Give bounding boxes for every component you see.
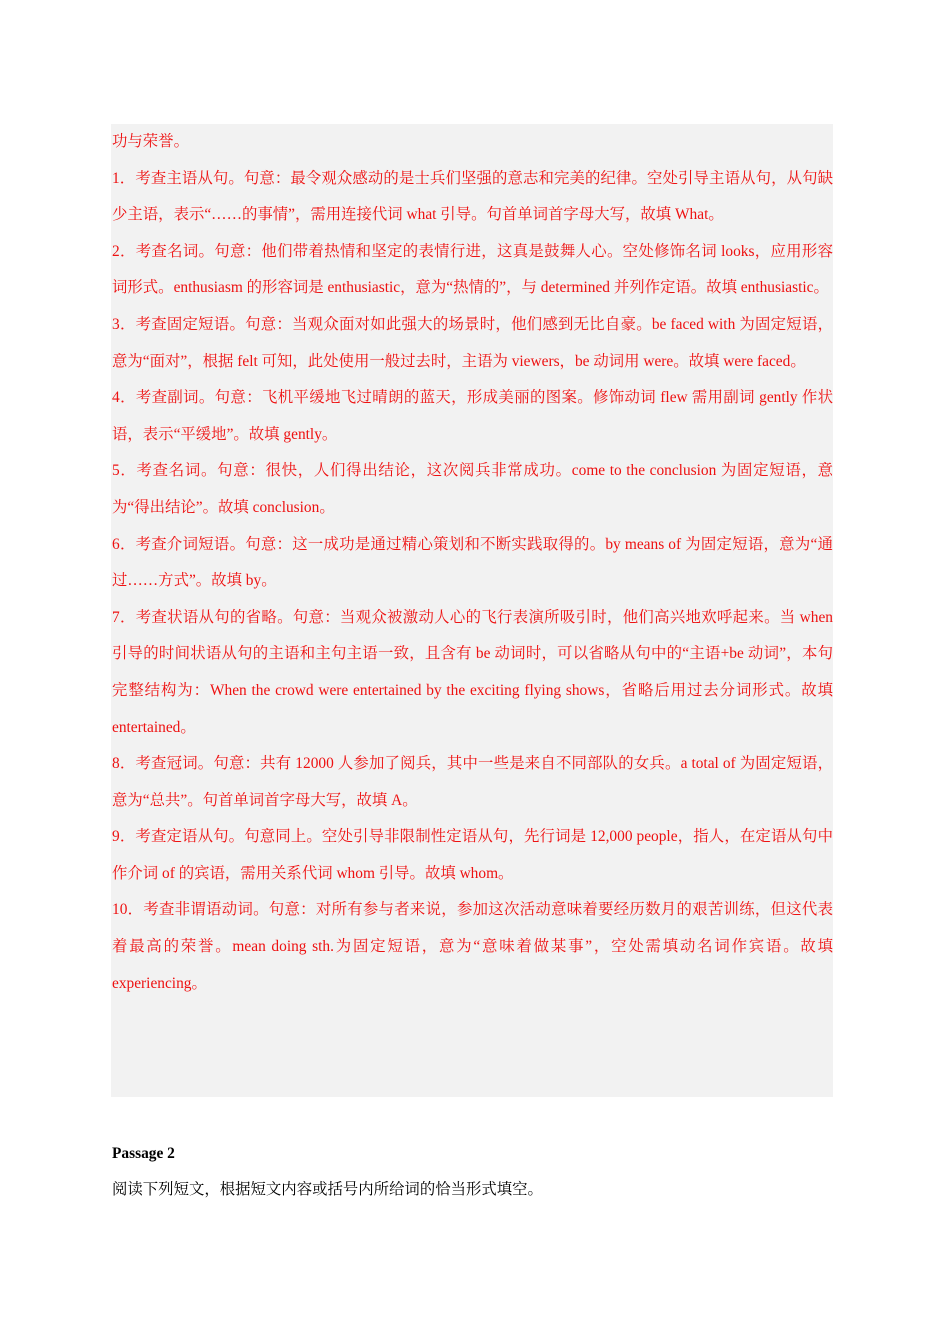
passage-title: Passage 2 [112, 1145, 175, 1162]
passage-instruction: 阅读下列短文，根据短文内容或括号内所给词的恰当形式填空。 [112, 1181, 543, 1198]
answer-item-7: 7．考查状语从句的省略。句意：当观众被激动人心的飞行表演所吸引时，他们高兴地欢呼起来。当 when 引导的时间状语从句的主语和主句主语一致，且含有 be 动词时，可以省略从句中的“主语+be 动词”，本句完整结构为：When the crowd were entertained by the exciting flying shows，省略后用过去分词形式。故填 entertained。 [112, 608, 833, 736]
answer-item-3: 3．考查固定短语。句意：当观众面对如此强大的场景时，他们感到无比自豪。be faced with 为固定短语，意为“面对”，根据 felt 可知，此处使用一般过去时，主语为 viewers，be 动词用 were。故填 were faced。 [112, 315, 833, 370]
answer-explanations [112, 124, 833, 1002]
answer-item-6: 6．考查介词短语。句意：这一成功是通过精心策划和不断实践取得的。by means of 为固定短语，意为“通过……方式”。故填 by。 [112, 535, 833, 590]
answer-item-5: 5．考查名词。句意：很快，人们得出结论，这次阅兵非常成功。come to the conclusion 为固定短语，意为“得出结论”。故填 conclusion。 [112, 462, 833, 516]
answer-item-9: 9．考查定语从句。句意同上。空处引导非限制性定语从句，先行词是 12,000 people，指人，在定语从句中作介词 of 的宾语，需用关系代词 whom 引导。故填 whom。 [112, 828, 833, 882]
answer-item-10: 10．考查非谓语动词。句意：对所有参与者来说，参加这次活动意味着要经历数月的艰苦训练，但这代表着最高的荣誉。mean doing sth.为固定短语，意为“意味着做某事”，空处需填动名词作宾语。故填 experiencing。 [112, 901, 833, 992]
answer-item-4: 4．考查副词。句意：飞机平缓地飞过晴朗的蓝天，形成美丽的图案。修饰动词 flew 需用副词 gently 作状语，表示“平缓地”。故填 gently。 [112, 389, 833, 443]
answer-item-1: 1．考查主语从句。句意：最令观众感动的是士兵们坚强的意志和完美的纪律。空处引导主语从句，从句缺少主语，表示“……的事情”，需用连接代词 what 引导。句首单词首字母大写，故填 What。 [112, 169, 833, 224]
answer-item-8: 8．考查冠词。句意：共有 12000 人参加了阅兵，其中一些是来自不同部队的女兵。a total of 为固定短语，意为“总共”。句首单词首字母大写，故填 A。 [112, 755, 833, 809]
answer-item-2: 2．考查名词。句意：他们带着热情和坚定的表情行进，这真是鼓舞人心。空处修饰名词 looks，应用形容词形式。enthusiasm 的形容词是 enthusiastic，意为“热情的”，与 determined 并列作定语。故填 enthusiastic。 [112, 242, 833, 297]
answer-intro-tail: 功与荣誉。 [112, 133, 189, 150]
